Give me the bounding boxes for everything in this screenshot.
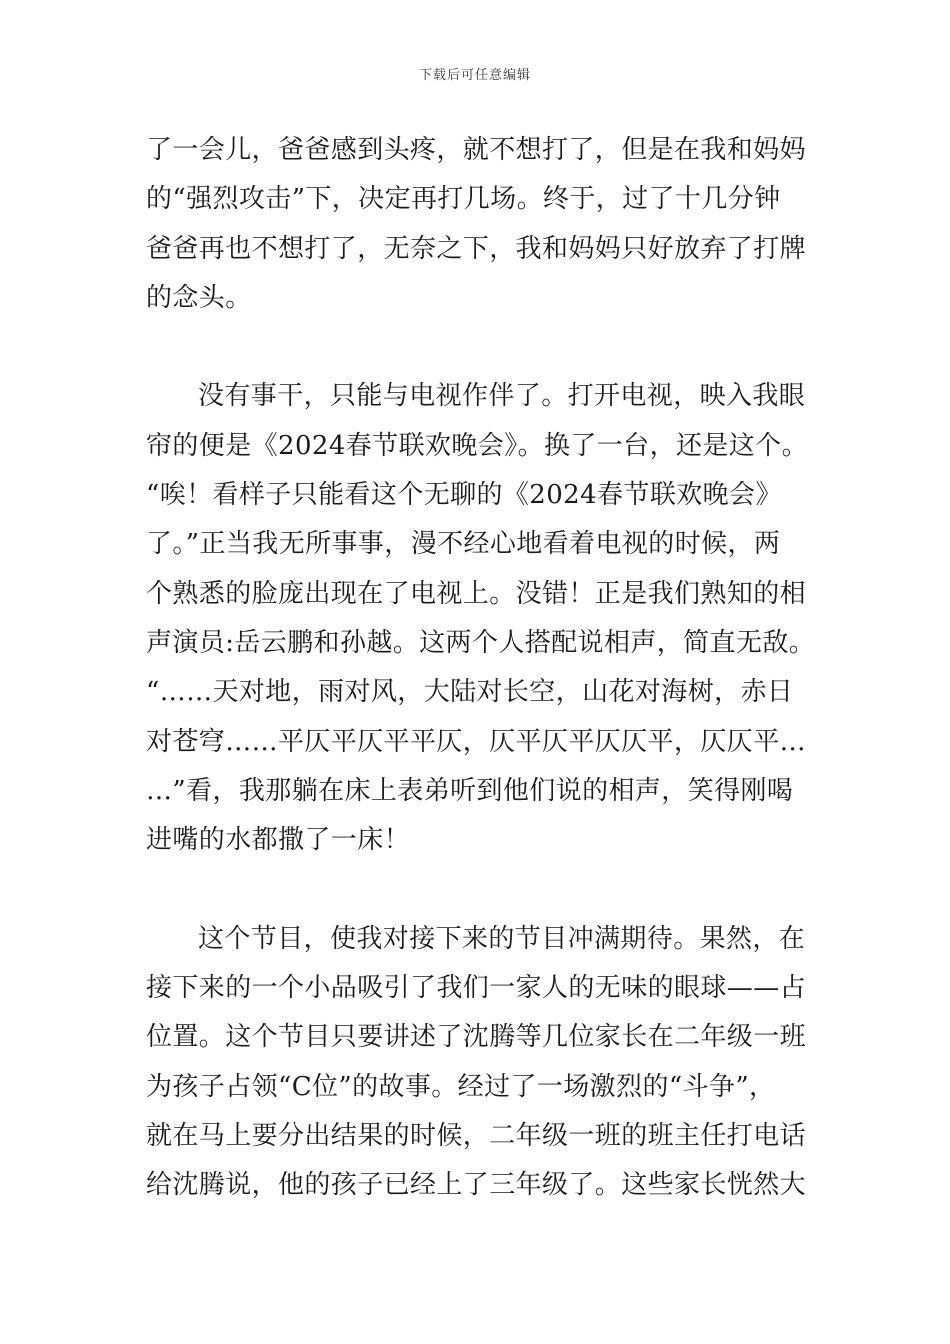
- text-line: “唉！看样子只能看这个无聊的《2024春节联欢晚会》: [146, 480, 782, 511]
- text-line: 为孩子占领“C位”的故事。经过了一场激烈的“斗争”，: [146, 1071, 776, 1102]
- paragraph: [146, 915, 810, 1211]
- text-line: 对苍穹……平仄平仄平平仄，仄平仄平仄仄平，仄仄平…: [146, 726, 807, 757]
- text-line: 接下来的一个小品吸引了我们一家人的无味的眼球——占: [146, 973, 807, 1004]
- text-line: 给沈腾说，他的孩子已经上了三年级了。这些家长恍然大: [146, 1170, 807, 1201]
- text-line: …”看，我那躺在床上表弟听到他们说的相声，笑得刚喝: [146, 775, 794, 806]
- text-line: 了。”正当我无所事事，漫不经心地看着电视的时候，两: [146, 529, 781, 560]
- paragraph-gap: [146, 865, 810, 914]
- paragraph: [146, 126, 810, 323]
- text-line: 了一会儿，爸爸感到头疼，就不想打了，但是在我和妈妈: [146, 135, 807, 165]
- text-line: 就在马上要分出结果的时候，二年级一班的班主任打电话: [146, 1120, 807, 1151]
- document-body: [146, 126, 816, 1211]
- text-line: 爸爸再也不想打了，无奈之下，我和妈妈只好放弃了打牌: [146, 233, 807, 264]
- text-line: 的念头。: [146, 282, 252, 313]
- page-header: 下载后可任意编辑: [418, 68, 531, 83]
- text-line: 这个节目，使我对接下来的节目冲满期待。果然，在: [198, 923, 806, 954]
- text-line: 声演员:岳云鹏和孙越。这两个人搭配说相声，简直无敌。: [146, 627, 816, 658]
- text-line: 没有事干，只能与电视作伴了。打开电视，映入我眼: [198, 381, 806, 412]
- paragraph: [146, 372, 816, 865]
- text-line: 位置。这个节目只要讲述了沈腾等几位家长在二年级一班: [146, 1022, 807, 1053]
- text-line: 个熟悉的脸庞出现在了电视上。没错！正是我们熟知的相: [146, 578, 807, 609]
- text-line: 进嘴的水都撒了一床！: [146, 825, 411, 856]
- paragraph-gap: [146, 323, 810, 372]
- text-line: 的“强烈攻击”下，决定再打几场。终于，过了十几分钟: [146, 184, 781, 215]
- text-line: “……天对地，雨对风，大陆对长空，山花对海树，赤日: [146, 677, 794, 708]
- text-line: 帘的便是《2024春节联欢晚会》。换了一台，还是这个。: [146, 430, 808, 461]
